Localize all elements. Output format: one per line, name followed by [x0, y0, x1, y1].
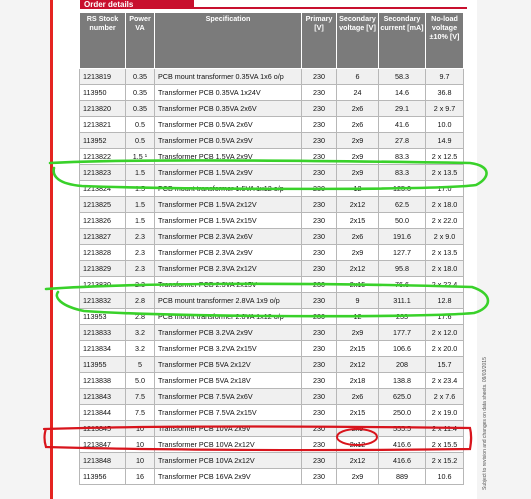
cell-no-load-voltage: 2 x 15.5	[426, 437, 464, 453]
cell-specification: Transformer PCB 5VA 2x12V	[155, 357, 302, 373]
cell-secondary-current: 29.1	[379, 101, 426, 117]
cell-power: 2.8	[126, 309, 155, 325]
cell-power: 7.5	[126, 405, 155, 421]
cell-no-load-voltage: 14.9	[426, 133, 464, 149]
cell-secondary-current: 27.8	[379, 133, 426, 149]
cell-specification: PCB mount transformer 2.8VA 1x9 o/p	[155, 293, 302, 309]
table-row	[80, 437, 464, 453]
cell-no-load-voltage: 2 x 15.2	[426, 453, 464, 469]
cell-secondary-voltage: 2x9	[337, 165, 379, 181]
cell-secondary-current: 177.7	[379, 325, 426, 341]
revision-side-note: Subject to revision and changes on data sheets. 09/03/2015	[482, 357, 488, 490]
cell-secondary-current: 416.6	[379, 437, 426, 453]
cell-secondary-voltage: 12	[337, 181, 379, 197]
cell-primary: 230	[302, 437, 337, 453]
cell-no-load-voltage: 2 x 23.4	[426, 373, 464, 389]
cell-primary: 230	[302, 213, 337, 229]
cell-stock-number: 1213847	[80, 437, 126, 453]
cell-no-load-voltage: 2 x 22.4	[426, 277, 464, 293]
cell-secondary-voltage: 2x18	[337, 373, 379, 389]
cell-primary: 230	[302, 373, 337, 389]
cell-stock-number: 1213821	[80, 117, 126, 133]
cell-secondary-current: 889	[379, 469, 426, 485]
cell-specification: Transformer PCB 2.3VA 2x9V	[155, 245, 302, 261]
cell-specification: Transformer PCB 1.5VA 2x12V	[155, 197, 302, 213]
cell-primary: 230	[302, 261, 337, 277]
cell-no-load-voltage: 15.7	[426, 357, 464, 373]
cell-secondary-current: 106.6	[379, 341, 426, 357]
table-row	[80, 245, 464, 261]
cell-power: 0.35	[126, 85, 155, 101]
cell-specification: Transformer PCB 1.5VA 2x15V	[155, 213, 302, 229]
cell-no-load-voltage: 2 x 22.0	[426, 213, 464, 229]
cell-power: 1.5	[126, 197, 155, 213]
cell-stock-number: 1213828	[80, 245, 126, 261]
cell-specification: Transformer PCB 3.2VA 2x15V	[155, 341, 302, 357]
cell-secondary-voltage: 2x12	[337, 357, 379, 373]
cell-primary: 230	[302, 117, 337, 133]
section-divider	[190, 7, 467, 9]
table-row	[80, 373, 464, 389]
cell-stock-number: 1213825	[80, 197, 126, 213]
cell-secondary-voltage: 2x9	[337, 325, 379, 341]
cell-secondary-voltage: 2x15	[337, 213, 379, 229]
cell-specification: Transformer PCB 0.35VA 1x24V	[155, 85, 302, 101]
cell-specification: Transformer PCB 0.35VA 2x6V	[155, 101, 302, 117]
cell-secondary-current: 50.0	[379, 213, 426, 229]
table-row	[80, 405, 464, 421]
cell-stock-number: 113955	[80, 357, 126, 373]
cell-secondary-voltage: 2x12	[337, 197, 379, 213]
section-title: Order details	[80, 0, 194, 9]
table-row	[80, 389, 464, 405]
cell-specification: Transformer PCB 0.5VA 2x6V	[155, 117, 302, 133]
cell-specification: PCB mount transformer 1.5VA 1x12 o/p	[155, 181, 302, 197]
cell-secondary-voltage: 2x6	[337, 229, 379, 245]
cell-specification: Transformer PCB 2.3VA 2x15V	[155, 277, 302, 293]
table-row	[80, 261, 464, 277]
cell-secondary-voltage: 2x15	[337, 277, 379, 293]
cell-specification: Transformer PCB 2.3VA 2x12V	[155, 261, 302, 277]
cell-primary: 230	[302, 229, 337, 245]
cell-stock-number: 113956	[80, 469, 126, 485]
table-row	[80, 341, 464, 357]
cell-power: 2.3	[126, 229, 155, 245]
cell-primary: 230	[302, 309, 337, 325]
table-row	[80, 421, 464, 437]
cell-secondary-current: 311.1	[379, 293, 426, 309]
column-header-specification: Specification	[155, 13, 302, 69]
cell-no-load-voltage: 10.6	[426, 469, 464, 485]
cell-primary: 230	[302, 421, 337, 437]
table-row	[80, 165, 464, 181]
column-header-power: Power VA	[126, 13, 155, 69]
cell-primary: 230	[302, 101, 337, 117]
cell-stock-number: 1213834	[80, 341, 126, 357]
cell-no-load-voltage: 2 x 12.5	[426, 149, 464, 165]
cell-secondary-voltage: 2x6	[337, 389, 379, 405]
cell-primary: 230	[302, 405, 337, 421]
cell-power: 2.3	[126, 245, 155, 261]
order-details-table	[79, 12, 464, 485]
cell-specification: Transformer PCB 7.5VA 2x15V	[155, 405, 302, 421]
table-row	[80, 85, 464, 101]
cell-secondary-voltage: 9	[337, 293, 379, 309]
cell-secondary-voltage: 2x12	[337, 453, 379, 469]
cell-power: 0.5	[126, 117, 155, 133]
cell-primary: 230	[302, 245, 337, 261]
cell-secondary-current: 95.8	[379, 261, 426, 277]
table-row	[80, 149, 464, 165]
cell-stock-number: 113952	[80, 133, 126, 149]
cell-primary: 230	[302, 325, 337, 341]
cell-specification: Transformer PCB 3.2VA 2x9V	[155, 325, 302, 341]
cell-no-load-voltage: 36.8	[426, 85, 464, 101]
cell-no-load-voltage: 2 x 12.0	[426, 325, 464, 341]
cell-no-load-voltage: 2 x 18.0	[426, 261, 464, 277]
cell-specification: Transformer PCB 10VA 2x9V	[155, 421, 302, 437]
cell-no-load-voltage: 2 x 11.4	[426, 421, 464, 437]
table-row	[80, 309, 464, 325]
cell-stock-number: 1213843	[80, 389, 126, 405]
cell-stock-number: 1213826	[80, 213, 126, 229]
cell-stock-number: 1213824	[80, 181, 126, 197]
cell-primary: 230	[302, 453, 337, 469]
table-row	[80, 325, 464, 341]
cell-stock-number: 1213822	[80, 149, 126, 165]
cell-secondary-voltage: 6	[337, 69, 379, 85]
table-row	[80, 453, 464, 469]
cell-secondary-voltage: 2x9	[337, 133, 379, 149]
cell-no-load-voltage: 2 x 20.0	[426, 341, 464, 357]
cell-secondary-current: 41.6	[379, 117, 426, 133]
cell-power: 0.35	[126, 101, 155, 117]
cell-power: 1.5 ¹	[126, 149, 155, 165]
cell-stock-number: 113950	[80, 85, 126, 101]
cell-secondary-current: 416.6	[379, 453, 426, 469]
cell-no-load-voltage: 2 x 19.0	[426, 405, 464, 421]
table-row	[80, 197, 464, 213]
table-body	[80, 69, 464, 485]
cell-stock-number: 1213833	[80, 325, 126, 341]
table-row	[80, 469, 464, 485]
cell-power: 10	[126, 421, 155, 437]
cell-secondary-current: 58.3	[379, 69, 426, 85]
column-header-stock-number: RS Stock number	[80, 13, 126, 69]
cell-primary: 230	[302, 181, 337, 197]
cell-power: 1.5	[126, 165, 155, 181]
cell-secondary-voltage: 2x9	[337, 469, 379, 485]
cell-power: 5.0	[126, 373, 155, 389]
cell-secondary-current: 191.6	[379, 229, 426, 245]
cell-primary: 230	[302, 85, 337, 101]
cell-power: 7.5	[126, 389, 155, 405]
cell-primary: 230	[302, 69, 337, 85]
cell-primary: 230	[302, 357, 337, 373]
cell-secondary-current: 83.3	[379, 149, 426, 165]
cell-secondary-current: 138.8	[379, 373, 426, 389]
cell-primary: 230	[302, 197, 337, 213]
cell-stock-number: 1213829	[80, 261, 126, 277]
cell-specification: Transformer PCB 1.5VA 2x9V	[155, 149, 302, 165]
cell-primary: 230	[302, 293, 337, 309]
cell-secondary-current: 625.0	[379, 389, 426, 405]
cell-specification: Transformer PCB 0.5VA 2x9V	[155, 133, 302, 149]
table-row	[80, 101, 464, 117]
cell-power: 2.3	[126, 277, 155, 293]
cell-no-load-voltage: 2 x 9.7	[426, 101, 464, 117]
cell-primary: 230	[302, 149, 337, 165]
cell-secondary-voltage: 2x9	[337, 421, 379, 437]
cell-specification: Transformer PCB 10VA 2x12V	[155, 453, 302, 469]
cell-stock-number: 1213845	[80, 421, 126, 437]
cell-stock-number: 1213820	[80, 101, 126, 117]
cell-power: 0.35	[126, 69, 155, 85]
cell-power: 2.8	[126, 293, 155, 309]
table-row	[80, 133, 464, 149]
cell-no-load-voltage: 10.0	[426, 117, 464, 133]
cell-stock-number: 1213844	[80, 405, 126, 421]
cell-specification: PCB mount transformer 2.8VA 1x12 o/p	[155, 309, 302, 325]
cell-primary: 230	[302, 133, 337, 149]
cell-primary: 230	[302, 389, 337, 405]
column-header-secondary-voltage: Secondary voltage [V]	[337, 13, 379, 69]
cell-secondary-current: 127.7	[379, 245, 426, 261]
cell-stock-number: 113953	[80, 309, 126, 325]
cell-power: 0.5	[126, 133, 155, 149]
cell-primary: 230	[302, 469, 337, 485]
cell-secondary-current: 125.0	[379, 181, 426, 197]
table-row	[80, 117, 464, 133]
cell-stock-number: 1213827	[80, 229, 126, 245]
cell-stock-number: 1213830	[80, 277, 126, 293]
cell-specification: Transformer PCB 5VA 2x18V	[155, 373, 302, 389]
cell-power: 1.5	[126, 181, 155, 197]
cell-secondary-voltage: 2x6	[337, 117, 379, 133]
table-row	[80, 213, 464, 229]
cell-power: 3.2	[126, 341, 155, 357]
cell-secondary-current: 233	[379, 309, 426, 325]
cell-primary: 230	[302, 341, 337, 357]
cell-secondary-current: 208	[379, 357, 426, 373]
column-header-secondary-current: Secondary current [mA]	[379, 13, 426, 69]
cell-secondary-current: 555.5	[379, 421, 426, 437]
cell-power: 5	[126, 357, 155, 373]
table-row	[80, 181, 464, 197]
cell-stock-number: 1213838	[80, 373, 126, 389]
cell-secondary-current: 250.0	[379, 405, 426, 421]
cell-power: 16	[126, 469, 155, 485]
cell-primary: 230	[302, 165, 337, 181]
cell-stock-number: 1213848	[80, 453, 126, 469]
cell-secondary-current: 62.5	[379, 197, 426, 213]
cell-secondary-voltage: 2x9	[337, 245, 379, 261]
cell-specification: Transformer PCB 2.3VA 2x6V	[155, 229, 302, 245]
cell-power: 1.5	[126, 213, 155, 229]
cell-specification: Transformer PCB 10VA 2x12V	[155, 437, 302, 453]
cell-specification: Transformer PCB 1.5VA 2x9V	[155, 165, 302, 181]
cell-power: 10	[126, 437, 155, 453]
cell-power: 2.3	[126, 261, 155, 277]
table-row	[80, 277, 464, 293]
cell-secondary-voltage: 24	[337, 85, 379, 101]
cell-secondary-voltage: 2x12	[337, 261, 379, 277]
cell-specification: Transformer PCB 7.5VA 2x6V	[155, 389, 302, 405]
table-header-row	[80, 13, 464, 69]
cell-secondary-voltage: 2x6	[337, 101, 379, 117]
cell-secondary-voltage: 12	[337, 309, 379, 325]
cell-primary: 230	[302, 277, 337, 293]
cell-specification: PCB mount transformer 0.35VA 1x6 o/p	[155, 69, 302, 85]
cell-no-load-voltage: 12.8	[426, 293, 464, 309]
cell-power: 3.2	[126, 325, 155, 341]
cell-secondary-voltage: 2x15	[337, 341, 379, 357]
table-row	[80, 293, 464, 309]
cell-stock-number: 1213823	[80, 165, 126, 181]
cell-stock-number: 1213819	[80, 69, 126, 85]
cell-no-load-voltage: 17.6	[426, 309, 464, 325]
cell-no-load-voltage: 9.7	[426, 69, 464, 85]
cell-no-load-voltage: 2 x 13.5	[426, 165, 464, 181]
cell-secondary-current: 76.6	[379, 277, 426, 293]
table-row	[80, 229, 464, 245]
cell-no-load-voltage: 2 x 7.6	[426, 389, 464, 405]
cell-stock-number: 1213832	[80, 293, 126, 309]
cell-specification: Transformer PCB 16VA 2x9V	[155, 469, 302, 485]
cell-secondary-voltage: 2x9	[337, 149, 379, 165]
table-row	[80, 69, 464, 85]
cell-secondary-current: 83.3	[379, 165, 426, 181]
cell-no-load-voltage: 2 x 18.0	[426, 197, 464, 213]
page-red-margin-line	[50, 0, 53, 499]
cell-no-load-voltage: 17.0	[426, 181, 464, 197]
table-row	[80, 357, 464, 373]
column-header-primary: Primary [V]	[302, 13, 337, 69]
cell-no-load-voltage: 2 x 9.0	[426, 229, 464, 245]
cell-secondary-current: 14.6	[379, 85, 426, 101]
cell-secondary-voltage: 2x15	[337, 405, 379, 421]
cell-power: 10	[126, 453, 155, 469]
column-header-no-load-voltage: No-load voltage ±10% [V]	[426, 13, 464, 69]
cell-no-load-voltage: 2 x 13.5	[426, 245, 464, 261]
cell-secondary-voltage: 2x12	[337, 437, 379, 453]
